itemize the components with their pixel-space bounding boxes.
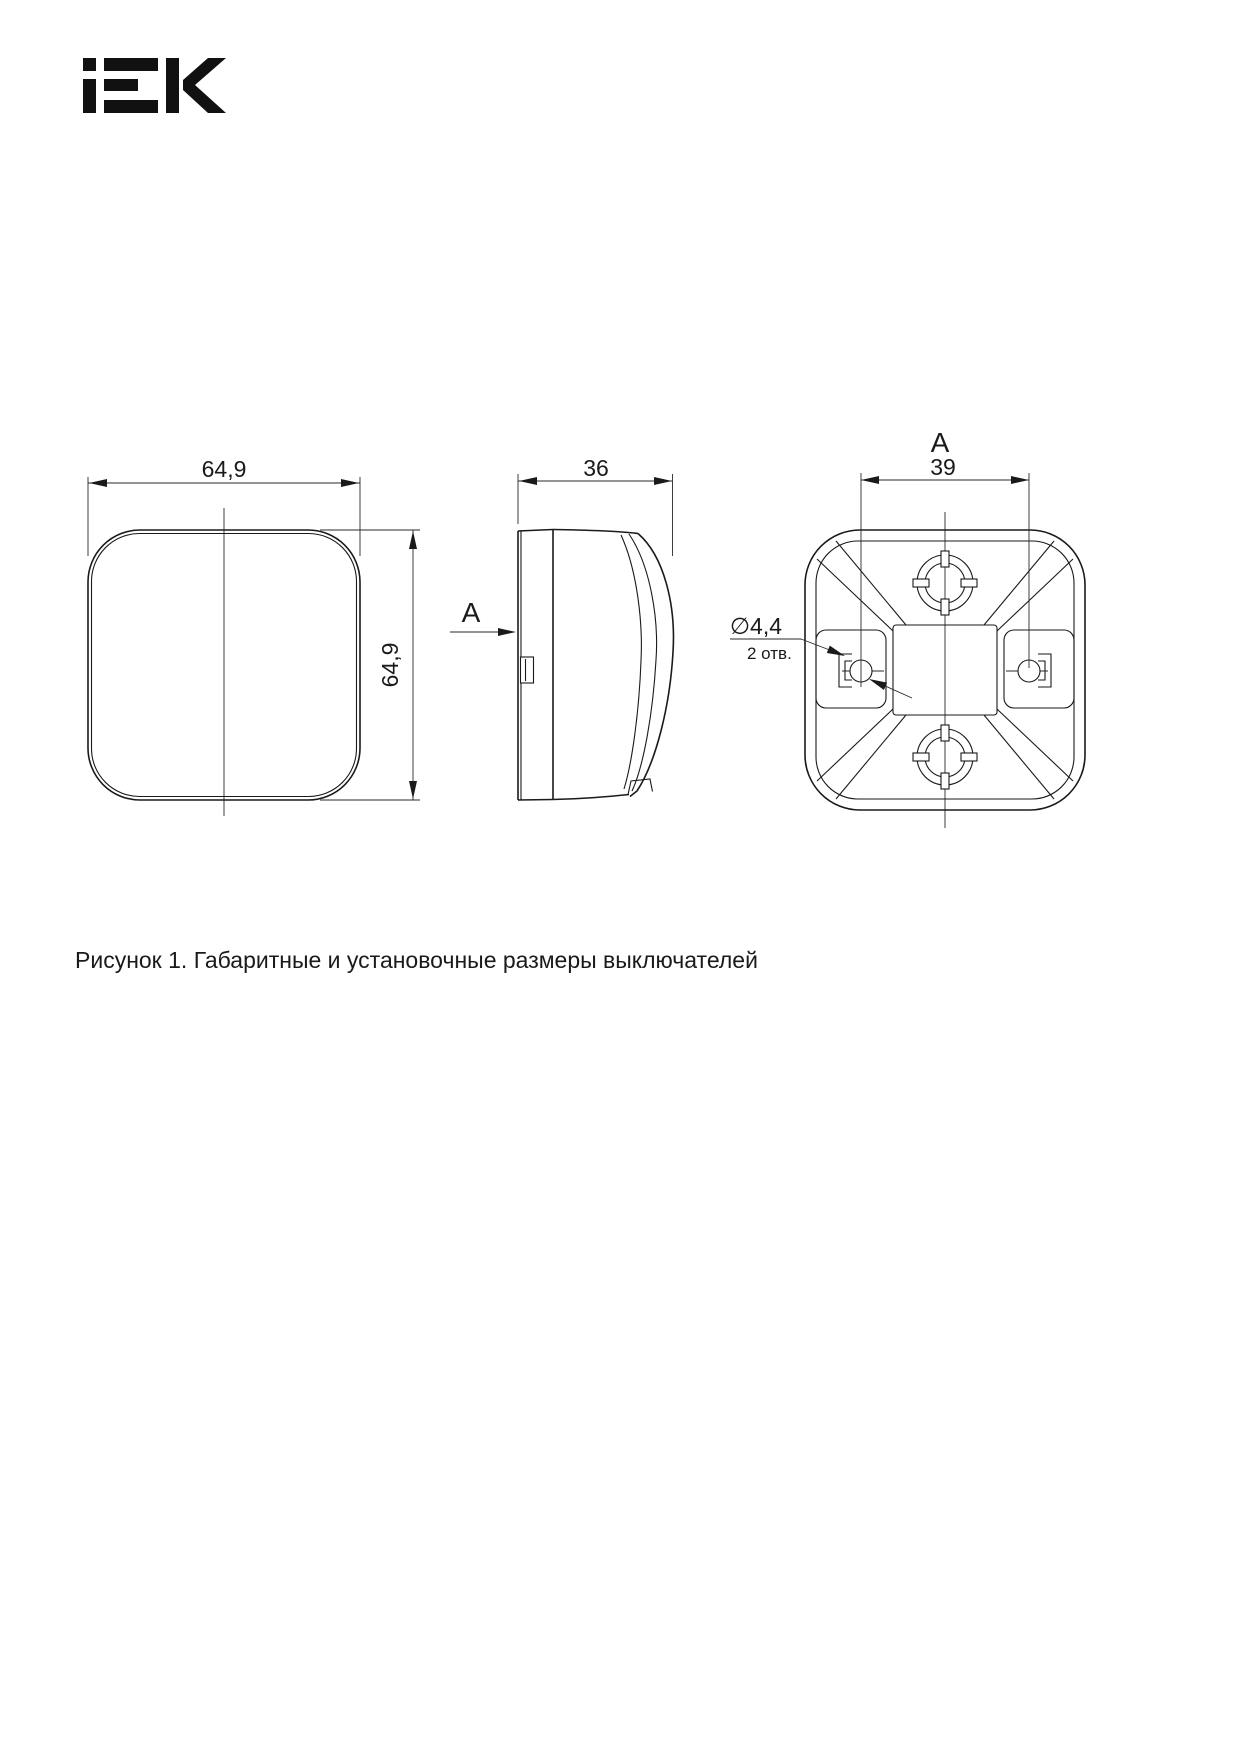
side-view	[450, 455, 673, 800]
side-depth-dimension	[518, 455, 673, 556]
logo-i-stem	[83, 79, 96, 113]
section-arrow	[450, 597, 516, 636]
side-view-tab	[521, 657, 534, 683]
side-view-rocker	[553, 530, 673, 800]
logo-k-arms	[183, 58, 226, 113]
logo-k-stem	[166, 58, 179, 113]
hole-count-label: 2 отв.	[747, 644, 792, 663]
logo-e-top-bar	[104, 58, 158, 71]
hole-diameter-label: ∅4,4	[730, 613, 783, 639]
screw-hole-right	[1006, 654, 1051, 687]
front-view	[88, 456, 420, 816]
figure-caption: Рисунок 1. Габаритные и установочные размеры выключателей	[75, 947, 758, 973]
logo-e-bottom-bar	[104, 100, 158, 113]
rear-view	[730, 427, 1085, 828]
dim-front-width-label: 64,9	[201, 456, 247, 482]
dim-front-height-label: 64,9	[377, 642, 403, 688]
section-arrow-label: A	[461, 597, 481, 628]
iek-logo	[83, 58, 226, 113]
rear-view-label: A	[930, 427, 950, 458]
front-height-dimension	[320, 530, 420, 800]
dim-side-depth-label: 36	[583, 455, 609, 481]
logo-e-mid-bar	[104, 79, 138, 91]
hole-diameter-callout	[730, 613, 912, 698]
logo-i-dot	[83, 58, 96, 71]
dim-hole-spacing-label: 39	[930, 454, 956, 480]
